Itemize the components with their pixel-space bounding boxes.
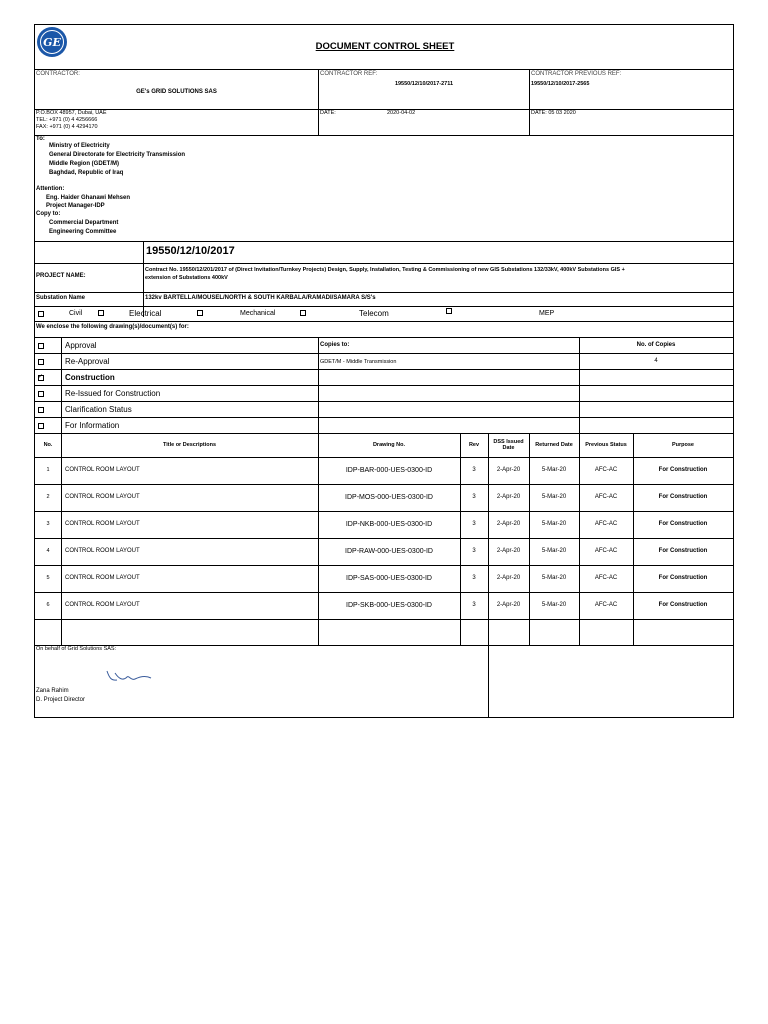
- row-dss-date: 2-Apr-20: [496, 494, 521, 500]
- purpose-re-issued: Re-Issued for Construction: [65, 389, 161, 398]
- row-dss-date: 2-Apr-20: [496, 548, 521, 554]
- discipline-telecom: Telecom: [359, 309, 389, 318]
- row-drawing-no: IDP-NKB-000-UES-0300-ID: [345, 520, 433, 528]
- row-title: CONTROL ROOM LAYOUT: [65, 602, 140, 608]
- row-rev: 3: [472, 467, 476, 473]
- row-drawing-no: IDP-MOS-000-UES-0300-ID: [345, 493, 433, 501]
- signatory-role: D. Project Director: [36, 697, 86, 703]
- enclose-text: We enclose the following drawing(s)/document(s) for:: [36, 324, 189, 330]
- discipline-electrical: Electrical: [129, 309, 162, 318]
- signatory-name: Zana Rahim: [36, 688, 69, 694]
- row-previous-status: AFC-AC: [594, 602, 618, 608]
- row-title: CONTROL ROOM LAYOUT: [65, 548, 140, 554]
- checkbox-telecom[interactable]: [300, 310, 306, 316]
- row-dss-date: 2-Apr-20: [496, 575, 521, 581]
- copies-count-label: No. of Copies: [636, 342, 676, 348]
- contractor-label: CONTRACTOR:: [36, 71, 80, 77]
- copy-to-line: Engineering Committee: [49, 229, 117, 235]
- checkbox-mep[interactable]: [446, 308, 452, 314]
- row-purpose: For Construction: [658, 467, 708, 473]
- document-title: DOCUMENT CONTROL SHEET: [315, 41, 455, 52]
- row-drawing-no: IDP-SKB-000-UES-0300-ID: [346, 601, 432, 609]
- attention-line: Eng. Haider Ghanawi Mehsen: [46, 195, 131, 201]
- checkbox-re-approval[interactable]: [38, 359, 44, 365]
- row-purpose: For Construction: [658, 575, 708, 581]
- copy-to-line: Commercial Department: [49, 220, 119, 226]
- discipline-mechanical: Mechanical: [240, 310, 276, 317]
- row-drawing-no: IDP-SAS-000-UES-0300-ID: [346, 574, 432, 582]
- row-title: CONTROL ROOM LAYOUT: [65, 467, 140, 473]
- checkbox-civil[interactable]: [38, 311, 44, 317]
- purpose-construction: Construction: [65, 373, 115, 382]
- row-dss-date: 2-Apr-20: [496, 602, 521, 608]
- row-rev: 3: [472, 575, 476, 581]
- to-line: Middle Region (GDET/M): [49, 161, 119, 167]
- row-no: 6: [46, 602, 50, 609]
- prev-date: DATE: 05 03 2020: [531, 110, 576, 116]
- checkbox-mechanical[interactable]: [197, 310, 203, 316]
- fax-line: FAX: +971 (0) 4 4294170: [36, 124, 98, 130]
- col-header-no: No.: [43, 441, 53, 448]
- substation-value: 132kv BARTELLA/MOUSEL/NORTH & SOUTH KARBALA/RAMADI/SAMARA S/S's: [145, 295, 376, 301]
- row-returned-date: 5-Mar-20: [541, 548, 567, 554]
- checkbox-construction[interactable]: [38, 375, 44, 381]
- col-header-purpose: Purpose: [671, 441, 694, 448]
- project-name-line2: extension of Substations 400kV: [145, 275, 228, 281]
- col-header-drawing-no: Drawing No.: [372, 441, 406, 448]
- row-previous-status: AFC-AC: [594, 467, 618, 473]
- row-no: 1: [46, 467, 50, 474]
- to-line: General Directorate for Electricity Transmission: [49, 152, 186, 158]
- col-header-returned-date: Returned Date: [535, 441, 573, 448]
- copies-count: 4: [654, 358, 658, 364]
- col-header-rev: Rev: [468, 441, 480, 448]
- col-header-dss-date: DSS Issued Date: [493, 438, 524, 451]
- project-number: 19550/12/10/2017: [146, 245, 235, 257]
- purpose-information: For Information: [65, 421, 120, 430]
- row-no: 3: [46, 521, 50, 528]
- substation-label: Substation Name: [36, 295, 86, 301]
- checkbox-approval[interactable]: [38, 343, 44, 349]
- purpose-re-approval: Re-Approval: [65, 357, 110, 366]
- purpose-approval: Approval: [65, 341, 97, 350]
- row-rev: 3: [472, 494, 476, 500]
- to-line: Ministry of Electricity: [49, 143, 110, 149]
- row-previous-status: AFC-AC: [594, 575, 618, 581]
- checkbox-information[interactable]: [38, 423, 44, 429]
- date-value: 2020-04-02: [387, 110, 416, 116]
- discipline-civil: Civil: [69, 310, 83, 317]
- address-line: P.O.BOX 48957, Dubai, UAE: [36, 110, 107, 116]
- row-no: 2: [46, 494, 50, 501]
- on-behalf-text: On behalf of Grid Solutions SAS:: [36, 646, 117, 652]
- row-returned-date: 5-Mar-20: [541, 494, 567, 500]
- col-header-title: Title or Descriptions: [162, 441, 217, 448]
- checkbox-re-issued[interactable]: [38, 391, 44, 397]
- row-purpose: For Construction: [658, 602, 708, 608]
- contractor-prev-ref-label: CONTRACTOR PREVIOUS REF:: [531, 71, 622, 77]
- row-previous-status: AFC-AC: [594, 521, 618, 527]
- document-control-sheet: [34, 24, 734, 718]
- row-purpose: For Construction: [658, 494, 708, 500]
- contractor-prev-ref-value: 19550/12/10/2017-2565: [531, 81, 590, 87]
- copies-to-label: Copies to:: [320, 342, 350, 348]
- signature-image: [103, 667, 155, 689]
- row-dss-date: 2-Apr-20: [496, 521, 521, 527]
- attention-line: Project Manager-IDP: [46, 203, 105, 209]
- row-previous-status: AFC-AC: [594, 548, 618, 554]
- row-rev: 3: [472, 548, 476, 554]
- row-no: 4: [46, 548, 50, 555]
- row-rev: 3: [472, 602, 476, 608]
- contractor-ref-label: CONTRACTOR REF:: [320, 71, 378, 77]
- row-returned-date: 5-Mar-20: [541, 602, 567, 608]
- discipline-mep: MEP: [539, 310, 555, 317]
- contractor-ref-value: 19550/12/10/2017-2711: [394, 81, 454, 87]
- contractor-name: GE's GRID SOLUTIONS SAS: [136, 89, 217, 95]
- checkbox-electrical[interactable]: [98, 310, 104, 316]
- tel-line: TEL: +971 (0) 4 4256666: [36, 117, 98, 123]
- date-label: DATE:: [320, 110, 336, 116]
- row-title: CONTROL ROOM LAYOUT: [65, 494, 140, 500]
- row-previous-status: AFC-AC: [594, 494, 618, 500]
- row-purpose: For Construction: [658, 548, 708, 554]
- row-title: CONTROL ROOM LAYOUT: [65, 521, 140, 527]
- project-name-line1: Contract No. 19550/12/201/2017 of (Direct Invitation/Turnkey Projects) Design, Supply, Installation, Testing & Commissioning of new GIS Substations 132/33kV, 400kV Substations GIS +: [145, 267, 625, 273]
- ge-logo-text: GE: [40, 30, 64, 54]
- checkbox-clarification[interactable]: [38, 407, 44, 413]
- row-drawing-no: IDP-RAW-000-UES-0300-ID: [345, 547, 433, 555]
- to-line: Baghdad, Republic of Iraq: [49, 170, 124, 176]
- row-returned-date: 5-Mar-20: [541, 575, 567, 581]
- project-name-label: PROJECT NAME:: [36, 273, 86, 279]
- to-label: To:: [36, 136, 45, 142]
- copies-recipient: GDET/M - Middle Transmission: [320, 359, 397, 365]
- row-rev: 3: [472, 521, 476, 527]
- row-no: 5: [46, 575, 50, 582]
- row-returned-date: 5-Mar-20: [541, 521, 567, 527]
- copy-to-label: Copy to:: [36, 211, 61, 217]
- row-drawing-no: IDP-BAR-000-UES-0300-ID: [345, 466, 433, 474]
- attention-label: Attention:: [36, 186, 65, 192]
- row-returned-date: 5-Mar-20: [541, 467, 567, 473]
- row-title: CONTROL ROOM LAYOUT: [65, 575, 140, 581]
- row-purpose: For Construction: [658, 521, 708, 527]
- purpose-clarification: Clarification Status: [65, 405, 132, 414]
- col-header-previous-status: Previous Status: [585, 441, 627, 448]
- row-dss-date: 2-Apr-20: [496, 467, 521, 473]
